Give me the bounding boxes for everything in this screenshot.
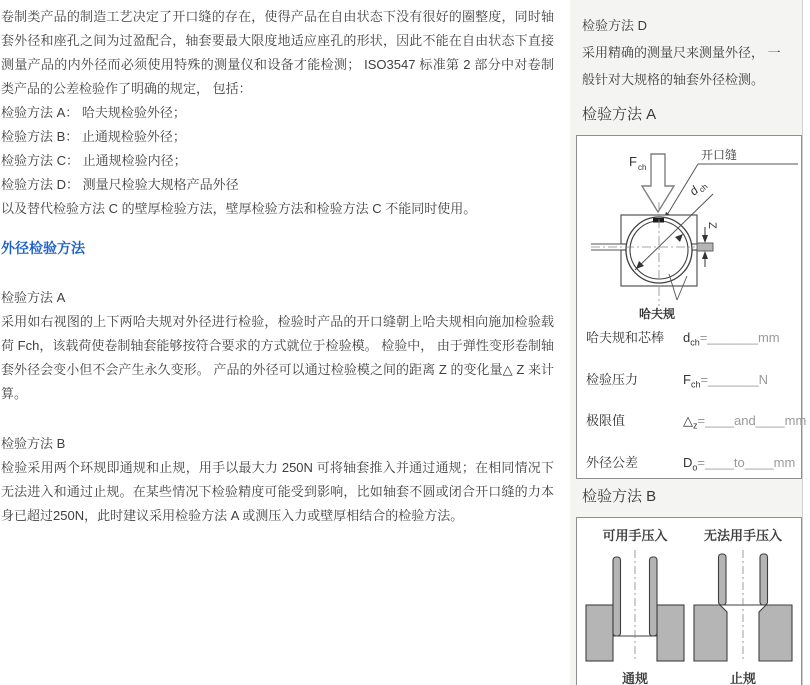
go-gauge-diagram-icon bbox=[583, 548, 687, 664]
list-item-method-d: 检验方法 D： 测量尺检验大规格产品外径 bbox=[1, 177, 239, 192]
sidebar-method-d-body: 采用精确的测量尺来测量外径， 一般针对大规格的轴套外径检测。 bbox=[582, 45, 781, 87]
parameter-formula: $F_{ch}=\_\_\_\_\_\_\_N$ bbox=[683, 371, 769, 390]
gauge-parameter-rows bbox=[577, 324, 807, 477]
parameter-row bbox=[586, 328, 801, 353]
method-a-title: 检验方法 A bbox=[1, 290, 66, 305]
go-gauge-panel bbox=[581, 528, 689, 685]
list-item-method-b: 检验方法 B： 止通规检验外径； bbox=[1, 129, 186, 144]
list-item-method-a: 检验方法 A： 哈夫规检验外径； bbox=[1, 105, 186, 120]
z-dimension-label: Z bbox=[706, 222, 718, 229]
parameter-label: 哈夫规和芯棒 bbox=[586, 330, 665, 345]
sidebar bbox=[570, 0, 807, 685]
method-b-title: 检验方法 B bbox=[1, 436, 66, 451]
diameter-sub: ch bbox=[697, 182, 710, 195]
no-go-gauge-panel bbox=[689, 528, 797, 685]
force-sub: ch bbox=[638, 163, 647, 172]
sidebar-method-a-header: 检验方法 A bbox=[582, 106, 657, 123]
go-gauge-caption: 通规 bbox=[621, 671, 648, 685]
method-a-section bbox=[1, 286, 554, 406]
list-item-method-c: 检验方法 C： 止通规检验内径； bbox=[1, 153, 187, 168]
method-a-body: 采用如右视图的上下两哈夫规对外径进行检验，检验时产品的开口缝朝上哈夫规相向施加检验载荷 Fch，该载荷使卷制轴套能够按符合要求的方式就位于检验模。 检验中， 由于弹性变形卷制轴套外径会变小但不会产生永久变形。 产品的外径可以通过检验模之间的距离 Z 的变化量△ Z 来计算。 bbox=[1, 314, 554, 401]
parameter-formula: $D_o=\_\_\_\_to\_\_\_\_mm$ bbox=[683, 454, 796, 473]
no-go-gauge-caption: 止规 bbox=[729, 671, 756, 685]
gauge-label: 哈夫规 bbox=[639, 307, 676, 321]
no-go-gauge-title: 无法用手压入 bbox=[703, 528, 782, 543]
no-go-gauge-diagram-icon bbox=[691, 548, 795, 664]
method-b-body: 检验采用两个环规即通规和止规，用手以最大力 250N 可将轴套推入并通过通规；在相同情况下无法进入和通过止规。在某些情况下检验精度可能受到影响，比如轴套不圆或闭合开口缝的力本身已超过250N，此时建议采用检验方法 A 或测压入力或壁厚相结合的检验方法。 bbox=[1, 460, 554, 523]
force-label: F bbox=[629, 154, 637, 169]
parameter-formula: $d_{ch}=\_\_\_\_\_\_\_mm$ bbox=[683, 330, 780, 348]
method-b-section bbox=[1, 432, 554, 528]
sidebar-method-d-title: 检验方法 D bbox=[582, 18, 648, 33]
diameter-label: d bbox=[686, 183, 701, 199]
method-b-diagram-box bbox=[576, 517, 802, 685]
section-heading: 外径检验方法 bbox=[1, 240, 85, 256]
method-a-diagram-box bbox=[576, 135, 807, 479]
parameter-label: 外径公差 bbox=[586, 454, 639, 470]
sidebar-method-b-header: 检验方法 B bbox=[582, 488, 657, 505]
go-gauge-title: 可用手压入 bbox=[602, 528, 668, 543]
sidebar-method-d-note bbox=[575, 0, 802, 97]
parameter-row bbox=[586, 411, 807, 436]
list-note: 以及替代检验方法 C 的壁厚检验方法，壁厚检验方法和检验方法 C 不能同时使用。 bbox=[1, 201, 477, 216]
seam-label: 开口缝 bbox=[701, 148, 738, 162]
half-gauge-diagram-icon bbox=[577, 136, 801, 324]
parameter-formula: $\triangle_z=\_\_\_\_and\_\_\_\_mm$ bbox=[683, 413, 807, 431]
intro-paragraph: 卷制类产品的制造工艺决定了开口缝的存在，使得产品在自由状态下没有很好的圈整度，同时轴套外径和座孔之间为过盈配合，轴套要最大限度地适应座孔的形状，因此不能在自由状态下直接测量产品的内外径而必须使用特殊的测量仪和设备才能检测； ISO3547 标准第 2 部分中对卷制类产品的公差检验作了明确的规定， 包括： bbox=[1, 9, 554, 96]
parameter-row bbox=[586, 370, 801, 395]
parameter-label: 检验压力 bbox=[586, 371, 639, 387]
methods-list bbox=[1, 101, 554, 197]
force-arrow-icon bbox=[642, 154, 674, 212]
parameter-row bbox=[586, 453, 801, 478]
parameter-label: 极限值 bbox=[586, 413, 626, 429]
